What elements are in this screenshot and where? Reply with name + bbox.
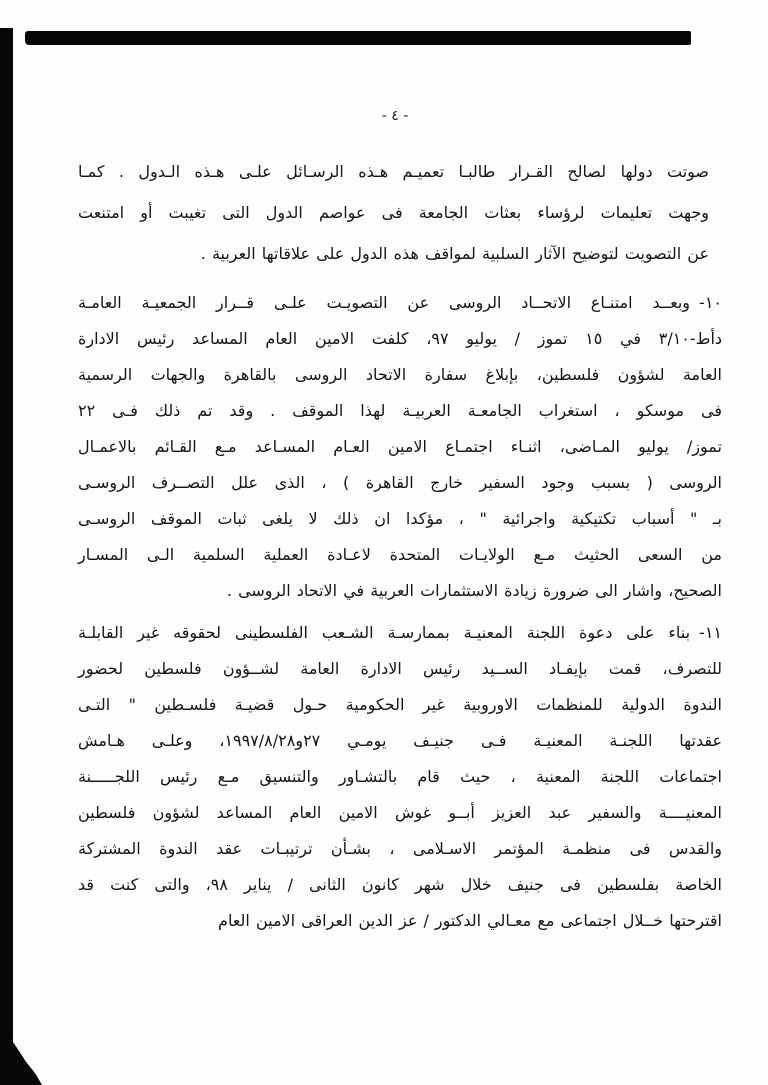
text-line: وجهت تعليمات لرؤساء بعثات الجامعة فى عواصم الدول التى تغيبت أو امتنعت — [78, 203, 709, 222]
text-line: تموز/ يوليو المـاضى، اثنـاء اجتمـاع الامين العـام المسـاعد مـع القـائم بالاعمـال — [78, 437, 722, 456]
text-line: بـ " أسباب تكتيكية واجرائية " ، مؤكدا ان ذلك لا يلغى ثبات الموقف الروسـى — [78, 509, 722, 528]
text-line: المعنيــــة والسفير عبد العزيز أبــو غوش الامين العام المساعد لشؤون فلسطين — [78, 803, 722, 822]
text-line: دأط-٣/١٠ في ١٥ تموز / يوليو ٩٧، كلفت الامين العام المساعد رئيس الادارة — [78, 329, 723, 348]
text-line: فى موسكو ، استغراب الجامعـة العربيـة لهذا الموقف . وقد تم ذلك فـى ٢٢ — [78, 401, 722, 420]
text-line: الخاصة بفلسطين فى جنيف خلال شهر كانون الثانى / يناير ٩٨، والتى كنت قد — [78, 875, 722, 894]
page-number: - ٤ - — [381, 108, 409, 124]
scan-artifact-left-bar — [0, 28, 13, 1085]
text-line: العامة لشؤون فلسطين، بإبلاغ سفارة الاتحاد الروسى بالقاهرة والجهات الرسمية — [78, 365, 722, 384]
scan-artifact-top-bar — [25, 31, 691, 45]
text-line: الصحيح، واشار الى ضرورة زيادة الاستثمارات العربية في الاتحاد الروسى . — [226, 581, 722, 600]
text-line: اجتماعات اللجنة المعنية ، حيث قام بالتشـاور والتنسيق مـع رئيس اللجـــــنة — [78, 767, 722, 786]
line-text: بناء على دعوة اللجنة المعنيـة بممارسـة الشـعب الفلسطينى لحقوقه غير القابلـة — [78, 623, 691, 642]
text-line: للتصرف، قمت بإيفـاد الســيد رئيس الادارة العامة لشــؤون فلسطين لحضور — [78, 659, 722, 678]
text-line: عقدتها اللجنـة المعنيـة فـى جنيـف يومـي ٢٧و١٩٩٧/٨/٢٨، وعلـى هـامش — [78, 731, 722, 750]
text-line — [78, 285, 722, 321]
text-line: الندوة الدولية للمنظمات الاوروبية غير الحكومية حـول قضيـة فلسـطين " التـى — [78, 695, 722, 714]
text-line: الروسى ( بسبب وجود السفير خارج القاهرة ) ، الذى علل التصــرف الروسـى — [78, 473, 722, 492]
numbered-item — [78, 285, 722, 609]
item-number: ١٠- — [699, 293, 722, 312]
text-line: من السعى الحثيث مـع الولايـات المتحدة لاعـادة العملية السلمية الـى المسـار — [78, 545, 722, 564]
text-line: صوتت دولها لصالح القـرار طالبـا تعميـم هـذه الرسـائل علـى هـذه الـدول . كمـا — [78, 162, 709, 181]
paragraph — [78, 151, 722, 274]
text-line: عن التصويت لتوضيح الآثار السلبية لمواقف هذه الدول على علاقاتها العربية . — [200, 244, 709, 263]
item-number: ١١- — [699, 623, 722, 642]
scan-artifact-bottom-blob — [0, 1030, 42, 1085]
text-line — [78, 615, 722, 651]
numbered-item — [78, 615, 722, 939]
text-line: والقدس فى منظمـة المؤتمر الاسـلامى ، بشـأن ترتيبـات عقد الندوة المشتركة — [78, 839, 722, 858]
text-line: اقترحتها خــلال اجتماعى مع معـالي الدكتور / عز الدين العراقى الامين العام — [218, 911, 722, 930]
line-text: وبعــد امتنـاع الاتحــاد الروسى عن التصويـت علـى قــرار الجمعيـة العامـة — [78, 293, 691, 312]
document-body — [78, 151, 722, 945]
